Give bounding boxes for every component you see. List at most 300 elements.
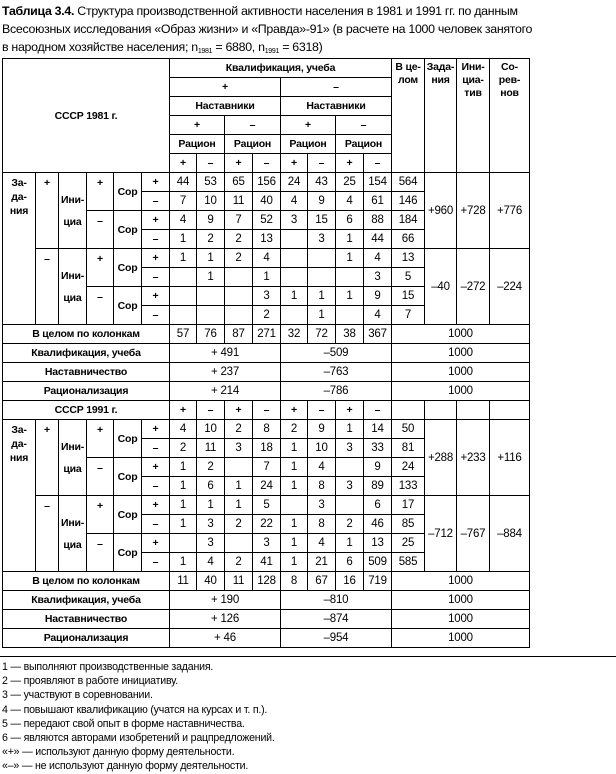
sor-sign: +	[142, 287, 170, 306]
value-cell: 4	[364, 306, 392, 325]
col-total: 40	[197, 572, 225, 591]
value-cell: 2	[225, 515, 253, 534]
row-total: 5	[392, 268, 425, 287]
note-line: 3 — участвуют в соревновании.	[2, 689, 153, 702]
value-cell: 46	[364, 515, 392, 534]
value-cell	[281, 306, 308, 325]
value-cell	[281, 249, 308, 268]
value-cell: 9	[308, 192, 336, 211]
rationalization-row-total: 1000	[392, 629, 530, 648]
table-row	[3, 382, 530, 401]
value-cell	[225, 287, 253, 306]
rationalization-row-label: Рационализация	[3, 382, 170, 401]
value-cell: 8	[308, 477, 336, 496]
value-cell: 52	[253, 211, 281, 230]
competition-value: +776	[490, 173, 530, 249]
tasks-value: –712	[425, 496, 457, 572]
value-cell	[197, 306, 225, 325]
sor-sign: +	[142, 173, 170, 192]
rationalization-row-label: Рационализация	[3, 629, 170, 648]
value-cell: 1	[170, 249, 197, 268]
value-cell: 3	[253, 534, 281, 553]
value-cell	[308, 249, 336, 268]
sor-sign: +	[142, 420, 170, 439]
ration-header: Рацион	[170, 135, 225, 154]
tasks-value: +288	[425, 420, 457, 496]
value-cell	[281, 230, 308, 249]
initiative-value: +233	[457, 420, 490, 496]
value-cell	[336, 306, 364, 325]
zadaniya-sign: –	[36, 249, 59, 325]
value-cell: 9	[308, 420, 336, 439]
sor-sign: +	[142, 458, 170, 477]
label-inicia: Ини- циа	[59, 173, 87, 249]
value-cell: 24	[253, 477, 281, 496]
value-cell: 43	[308, 173, 336, 192]
value-cell: 7	[253, 458, 281, 477]
value-cell	[170, 306, 197, 325]
mentorship-row-plus: + 237	[170, 363, 281, 382]
value-cell: 1	[281, 553, 308, 572]
value-cell: 6	[197, 477, 225, 496]
label-inicia: Ини- циа	[59, 420, 87, 496]
value-cell: 41	[253, 553, 281, 572]
ration-header: Рацион	[281, 135, 336, 154]
value-cell: 2	[170, 439, 197, 458]
col-total: 367	[364, 325, 392, 344]
label-sor: Сор	[114, 458, 142, 496]
value-cell: 53	[197, 173, 225, 192]
mentors-header: Наставники	[281, 97, 392, 116]
ration-plus: +	[225, 401, 253, 420]
competition-value: –884	[490, 496, 530, 572]
ration-plus: +	[336, 154, 364, 173]
col-total: 38	[336, 325, 364, 344]
value-cell	[336, 268, 364, 287]
table-row	[3, 610, 530, 629]
value-cell: 1	[170, 496, 197, 515]
value-cell: 1	[281, 439, 308, 458]
value-cell: 3	[197, 534, 225, 553]
label-sor: Сор	[114, 287, 142, 325]
value-cell: 14	[364, 420, 392, 439]
sor-sign: –	[142, 230, 170, 249]
qual-plus: +	[170, 78, 281, 97]
table-row	[3, 629, 530, 648]
qualification-row-total: 1000	[392, 591, 530, 610]
value-cell	[336, 458, 364, 477]
value-cell: 1	[253, 268, 281, 287]
header-tasks: Зада- ния	[425, 59, 457, 173]
label-inicia: Ини- циа	[59, 249, 87, 325]
value-cell: 4	[308, 458, 336, 477]
initiative-value: –767	[457, 496, 490, 572]
value-cell	[225, 306, 253, 325]
value-cell: 3	[281, 211, 308, 230]
qualification-row-plus: + 491	[170, 344, 281, 363]
value-cell: 1	[197, 268, 225, 287]
ration-plus: +	[336, 401, 364, 420]
row-total: 17	[392, 496, 425, 515]
grand-total: 1000	[392, 325, 530, 344]
value-cell: 18	[253, 439, 281, 458]
value-cell: 1	[225, 477, 253, 496]
ration-minus: –	[253, 154, 281, 173]
col-total: 719	[364, 572, 392, 591]
sor-sign: –	[142, 477, 170, 496]
ration-minus: –	[197, 154, 225, 173]
value-cell: 3	[225, 439, 253, 458]
value-cell: 2	[225, 249, 253, 268]
value-cell: 2	[225, 420, 253, 439]
col-total: 11	[225, 572, 253, 591]
value-cell: 1	[170, 515, 197, 534]
value-cell: 6	[364, 496, 392, 515]
sor-sign: –	[142, 268, 170, 287]
mentorship-row-label: Наставничество	[3, 610, 170, 629]
row-total: 66	[392, 230, 425, 249]
mentor-minus: –	[336, 116, 392, 135]
sor-sign: +	[142, 534, 170, 553]
value-cell: 1	[170, 553, 197, 572]
value-cell: 44	[364, 230, 392, 249]
grand-total: 1000	[392, 572, 530, 591]
value-cell: 9	[364, 458, 392, 477]
caption-label: Таблица 3.4.	[2, 4, 75, 18]
value-cell: 7	[225, 211, 253, 230]
label-sor: Сор	[114, 534, 142, 572]
value-cell: 4	[253, 249, 281, 268]
col-total: 8	[281, 572, 308, 591]
value-cell	[225, 268, 253, 287]
value-cell: 1	[225, 496, 253, 515]
value-cell	[225, 534, 253, 553]
sor-sign: –	[142, 192, 170, 211]
table-caption	[2, 2, 614, 61]
competition-value: –224	[490, 249, 530, 325]
zadaniya-sign: +	[36, 420, 59, 496]
rationalization-row-plus: + 214	[170, 382, 281, 401]
ration-plus: +	[170, 154, 197, 173]
value-cell: 10	[197, 192, 225, 211]
tasks-value: +960	[425, 173, 457, 249]
label-zadaniya: За- да- ния	[3, 420, 36, 572]
value-cell: 4	[364, 249, 392, 268]
label-sor: Сор	[114, 211, 142, 249]
value-cell: 8	[308, 515, 336, 534]
sor-sign: –	[142, 306, 170, 325]
note-line: 4 — повышают квалификацию (учатся на курсах и т. п.).	[2, 703, 268, 716]
zadaniya-sign: –	[36, 496, 59, 572]
inicia-sign: –	[87, 287, 114, 325]
inicia-sign: +	[87, 496, 114, 534]
sor-sign: +	[142, 249, 170, 268]
value-cell	[225, 458, 253, 477]
row-total: 81	[392, 439, 425, 458]
value-cell: 11	[197, 439, 225, 458]
value-cell: 40	[253, 192, 281, 211]
value-cell: 1	[281, 515, 308, 534]
value-cell: 21	[308, 553, 336, 572]
value-cell: 1	[336, 230, 364, 249]
activity-table	[2, 58, 530, 648]
inicia-sign: +	[87, 249, 114, 287]
value-cell: 33	[364, 439, 392, 458]
value-cell: 3	[364, 268, 392, 287]
mentors-header: Наставники	[170, 97, 281, 116]
mentorship-row-plus: + 126	[170, 610, 281, 629]
value-cell: 2	[197, 230, 225, 249]
initiative-value: +728	[457, 173, 490, 249]
sor-sign: +	[142, 211, 170, 230]
table-row	[3, 591, 530, 610]
value-cell: 89	[364, 477, 392, 496]
label-inicia: Ини- циа	[59, 496, 87, 572]
value-cell: 2	[197, 458, 225, 477]
rationalization-row-minus: –954	[281, 629, 392, 648]
empty-cell	[490, 401, 530, 420]
value-cell	[308, 268, 336, 287]
ration-plus: +	[281, 401, 308, 420]
value-cell: 1	[197, 496, 225, 515]
rationalization-row-total: 1000	[392, 382, 530, 401]
row-total: 24	[392, 458, 425, 477]
note-line: 2 — проявляют в работе инициативу.	[2, 675, 178, 688]
col-total: 11	[170, 572, 197, 591]
caption-text-1: Структура производственной активности населения в 1981 и 1991 гг. по данным	[74, 4, 518, 18]
value-cell: 6	[336, 211, 364, 230]
value-cell: 2	[336, 515, 364, 534]
sor-sign: –	[142, 515, 170, 534]
label-sor: Сор	[114, 420, 142, 458]
value-cell: 1	[281, 477, 308, 496]
caption-sub-1991: 1991	[264, 48, 280, 55]
mentor-minus: –	[225, 116, 281, 135]
mentorship-row-minus: –874	[281, 610, 392, 629]
value-cell	[281, 496, 308, 515]
row-total: 85	[392, 515, 425, 534]
label-sor: Сор	[114, 496, 142, 534]
value-cell: 88	[364, 211, 392, 230]
col-total: 72	[308, 325, 336, 344]
note-line: «+» — используют данную форму деятельности.	[2, 746, 235, 759]
row-total: 7	[392, 306, 425, 325]
value-cell: 13	[364, 534, 392, 553]
inicia-sign: +	[87, 173, 114, 211]
header-total: В це- лом	[392, 59, 425, 173]
value-cell: 1	[336, 534, 364, 553]
value-cell: 4	[308, 534, 336, 553]
value-cell: 2	[225, 553, 253, 572]
value-cell: 6	[336, 553, 364, 572]
table-row	[3, 401, 530, 420]
value-cell: 1	[336, 420, 364, 439]
sor-sign: +	[142, 496, 170, 515]
ration-minus: –	[253, 401, 281, 420]
ration-minus: –	[364, 154, 392, 173]
rationalization-row-minus: –786	[281, 382, 392, 401]
ration-minus: –	[197, 401, 225, 420]
value-cell: 9	[364, 287, 392, 306]
value-cell: 1	[281, 534, 308, 553]
caption-sub-1981: 1981	[197, 48, 213, 55]
table-row	[3, 59, 530, 78]
value-cell: 1	[170, 477, 197, 496]
value-cell: 3	[336, 439, 364, 458]
value-cell: 9	[197, 211, 225, 230]
inicia-sign: –	[87, 458, 114, 496]
value-cell: 1	[308, 287, 336, 306]
value-cell: 22	[253, 515, 281, 534]
value-cell: 61	[364, 192, 392, 211]
notes-divider	[0, 656, 616, 657]
value-cell: 156	[253, 173, 281, 192]
value-cell	[170, 268, 197, 287]
mentorship-row-minus: –763	[281, 363, 392, 382]
zadaniya-sign: +	[36, 173, 59, 249]
value-cell: 4	[197, 553, 225, 572]
ration-minus: –	[364, 401, 392, 420]
label-sor: Сор	[114, 249, 142, 287]
value-cell: 1	[170, 230, 197, 249]
col-total: 16	[336, 572, 364, 591]
value-cell	[336, 496, 364, 515]
row-total: 564	[392, 173, 425, 192]
value-cell	[170, 287, 197, 306]
caption-mid: = 6880, n	[212, 40, 265, 54]
note-line: 6 — являются авторами изобретений и рацпредложений.	[2, 732, 275, 745]
table-row	[3, 173, 530, 192]
mentor-plus: +	[170, 116, 225, 135]
mentorship-row-total: 1000	[392, 363, 530, 382]
ration-header: Рацион	[225, 135, 281, 154]
qualification-row-minus: –810	[281, 591, 392, 610]
col-total: 57	[170, 325, 197, 344]
qualification-row-label: Квалификация, учеба	[3, 591, 170, 610]
corner-1991: СССР 1991 г.	[3, 401, 170, 420]
note-line: 5 — передают свой опыт в форме наставничества.	[2, 717, 245, 730]
note-line: 1 — выполняют производственные задания.	[2, 661, 214, 673]
row-total: 13	[392, 249, 425, 268]
rationalization-row-plus: + 46	[170, 629, 281, 648]
initiative-value: –272	[457, 249, 490, 325]
value-cell: 65	[225, 173, 253, 192]
competition-value: +116	[490, 420, 530, 496]
col-total: 271	[253, 325, 281, 344]
value-cell: 3	[197, 515, 225, 534]
note-line: «–» — не используют данную форму деятельности.	[2, 760, 249, 773]
value-cell: 1	[197, 249, 225, 268]
caption-post: = 6318)	[279, 40, 323, 54]
value-cell: 7	[170, 192, 197, 211]
value-cell: 1	[170, 458, 197, 477]
value-cell: 154	[364, 173, 392, 192]
inicia-sign: +	[87, 420, 114, 458]
row-total: 146	[392, 192, 425, 211]
ration-header: Рацион	[336, 135, 392, 154]
inicia-sign: –	[87, 534, 114, 572]
mentorship-row-label: Наставничество	[3, 363, 170, 382]
row-total: 133	[392, 477, 425, 496]
table-row	[3, 496, 530, 515]
value-cell: 44	[170, 173, 197, 192]
inicia-sign: –	[87, 211, 114, 249]
table-row	[3, 344, 530, 363]
corner-1981: СССР 1981 г.	[3, 59, 170, 173]
value-cell	[170, 534, 197, 553]
col-totals-label: В целом по колонкам	[3, 572, 170, 591]
value-cell	[281, 268, 308, 287]
col-totals-label: В целом по колонкам	[3, 325, 170, 344]
value-cell: 8	[253, 420, 281, 439]
row-total: 585	[392, 553, 425, 572]
header-qualification: Квалификация, учеба	[170, 59, 392, 78]
value-cell: 2	[253, 306, 281, 325]
empty-cell	[425, 401, 457, 420]
empty-cell	[392, 401, 425, 420]
row-total: 25	[392, 534, 425, 553]
value-cell: 13	[253, 230, 281, 249]
value-cell: 4	[170, 211, 197, 230]
col-total: 128	[253, 572, 281, 591]
value-cell: 25	[336, 173, 364, 192]
value-cell: 15	[308, 211, 336, 230]
value-cell: 1	[336, 249, 364, 268]
label-zadaniya: За- да- ния	[3, 173, 36, 325]
value-cell	[197, 287, 225, 306]
ration-plus: +	[281, 154, 308, 173]
value-cell: 3	[336, 477, 364, 496]
qualification-row-minus: –509	[281, 344, 392, 363]
value-cell: 1	[308, 306, 336, 325]
value-cell: 4	[336, 192, 364, 211]
row-total: 15	[392, 287, 425, 306]
row-total: 184	[392, 211, 425, 230]
value-cell: 5	[253, 496, 281, 515]
value-cell: 10	[197, 420, 225, 439]
ration-minus: –	[308, 401, 336, 420]
legend-notes	[2, 660, 275, 774]
value-cell: 11	[225, 192, 253, 211]
header-competition: Со- рев- нов	[490, 59, 530, 173]
table-row	[3, 363, 530, 382]
col-total: 87	[225, 325, 253, 344]
col-total: 67	[308, 572, 336, 591]
sor-sign: –	[142, 553, 170, 572]
value-cell: 4	[281, 192, 308, 211]
tasks-value: –40	[425, 249, 457, 325]
mentorship-row-total: 1000	[392, 610, 530, 629]
table-row	[3, 572, 530, 591]
table-row	[3, 420, 530, 439]
empty-cell	[457, 401, 490, 420]
value-cell: 10	[308, 439, 336, 458]
table-row	[3, 325, 530, 344]
value-cell: 1	[281, 458, 308, 477]
value-cell: 3	[308, 230, 336, 249]
qualification-row-label: Квалификация, учеба	[3, 344, 170, 363]
qualification-row-total: 1000	[392, 344, 530, 363]
mentor-plus: +	[281, 116, 336, 135]
header-initiative: Ини- циа- тив	[457, 59, 490, 173]
table-row	[3, 249, 530, 268]
col-total: 32	[281, 325, 308, 344]
sor-sign: –	[142, 439, 170, 458]
label-sor: Сор	[114, 173, 142, 211]
value-cell: 4	[170, 420, 197, 439]
value-cell: 3	[308, 496, 336, 515]
value-cell: 1	[336, 287, 364, 306]
